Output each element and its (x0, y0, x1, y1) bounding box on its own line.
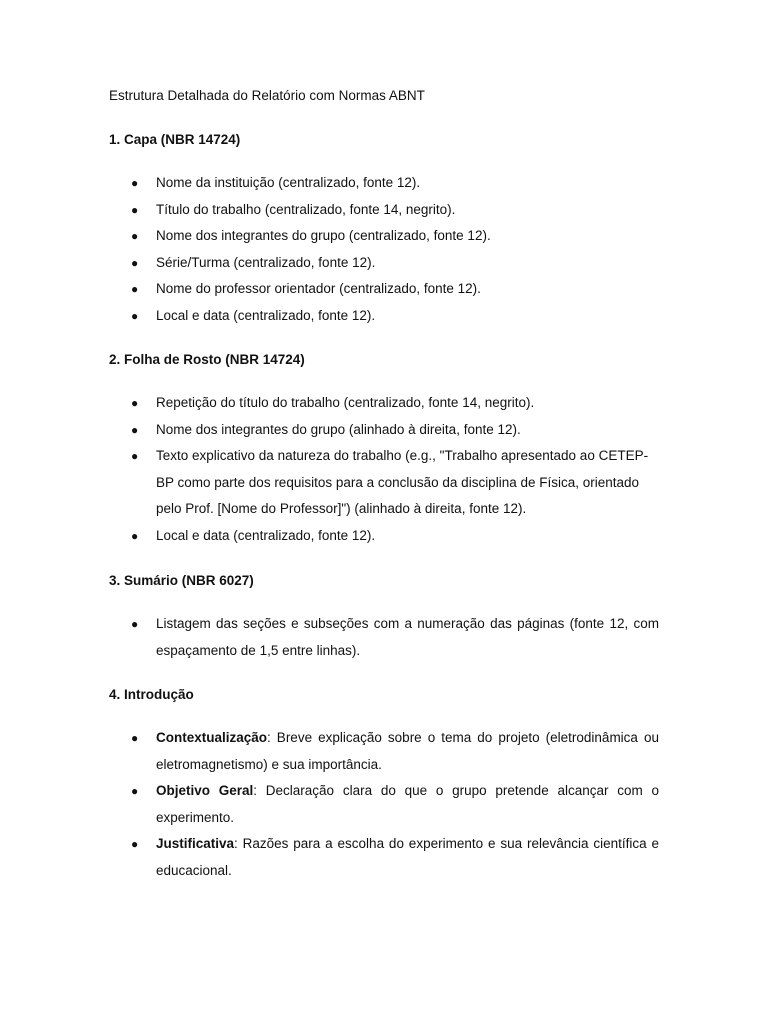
list-item: ● Local e data (centralizado, fonte 12). (109, 303, 659, 330)
bullet-icon: ● (131, 528, 139, 543)
list-item (109, 831, 659, 884)
list-item: ● Título do trabalho (centralizado, fonte 14, negrito). (109, 197, 659, 224)
bullet-icon: ● (131, 229, 139, 244)
list-item (109, 778, 659, 831)
item-label: Contextualização (156, 730, 268, 745)
bullet-icon: ● (131, 396, 139, 410)
list-item (109, 725, 659, 778)
list-sumario (109, 611, 659, 664)
bullet-icon: ● (131, 837, 139, 852)
list-introducao (109, 725, 659, 885)
list-item: ● Texto explicativo da natureza do trabalho (e.g., "Trabalho apresentado ao CETEP-BP como parte dos requisitos para a conclusão da disciplina de Física, orientado pelo Prof. [Nome do Professor]") (alinhado à direita, fonte 12). (109, 443, 659, 523)
list-item: ● Repetição do título do trabalho (centralizado, fonte 14, negrito). (109, 390, 659, 417)
section-heading-folha-de-rosto: 2. Folha de Rosto (NBR 14724) (109, 352, 305, 367)
list-item: ● Nome dos integrantes do grupo (centralizado, fonte 12). (109, 223, 659, 250)
bullet-icon: ● (131, 282, 139, 297)
bullet-icon: ● (131, 422, 139, 437)
section-heading-introducao: 4. Introdução (109, 687, 194, 702)
item-label: Objetivo Geral (156, 783, 254, 799)
list-capa (109, 170, 659, 330)
item-text: : Declaração clara do que o grupo pretende alcançar com o experimento. (156, 783, 659, 825)
bullet-icon: ● (131, 176, 139, 190)
section-heading-sumario: 3. Sumário (NBR 6027) (109, 573, 254, 588)
document-title: Estrutura Detalhada do Relatório com Normas ABNT (109, 88, 425, 103)
section-heading-capa: 1. Capa (NBR 14724) (109, 132, 241, 147)
bullet-icon: ● (131, 731, 139, 745)
list-item: ● Nome do professor orientador (centralizado, fonte 12). (109, 276, 659, 303)
item-text: : Razões para a escolha do experimento e sua relevância científica e educacional. (156, 836, 659, 878)
list-item: ● Série/Turma (centralizado, fonte 12). (109, 250, 659, 277)
list-folha-de-rosto (109, 390, 659, 550)
bullet-icon: ● (131, 449, 139, 464)
list-item: ● Local e data (centralizado, fonte 12). (109, 523, 659, 550)
bullet-icon: ● (131, 308, 139, 323)
list-item: ● Listagem das seções e subseções com a numeração das páginas (fonte 12, com espaçamento de 1,5 entre linhas). (109, 611, 659, 664)
item-label: Justificativa (156, 836, 235, 852)
item-text: : Breve explicação sobre o tema do projeto (eletrodinâmica ou eletromagnetismo) e sua importância. (156, 730, 659, 772)
bullet-icon: ● (131, 784, 139, 799)
list-item: ● Nome dos integrantes do grupo (alinhado à direita, fonte 12). (109, 417, 659, 444)
bullet-icon: ● (131, 202, 139, 217)
bullet-icon: ● (131, 255, 139, 270)
list-item: ● Nome da instituição (centralizado, fonte 12). (109, 170, 659, 197)
bullet-icon: ● (131, 617, 139, 631)
